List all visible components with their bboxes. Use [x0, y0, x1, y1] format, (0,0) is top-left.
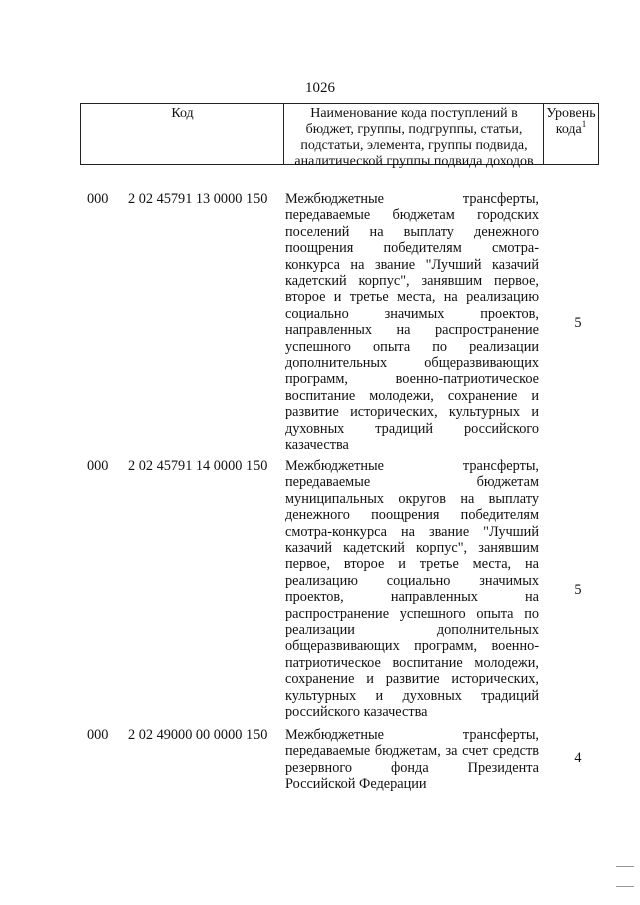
- row-level: 5: [574, 582, 582, 598]
- header-name-line: Наименование кода поступлений в: [310, 106, 518, 121]
- row-description-line: второе и третье места, на реализацию: [285, 289, 539, 306]
- row-description-line: конкурса на звание "Лучший казачий: [285, 256, 539, 273]
- row-description-line: программ, военно-патриотическое: [285, 371, 539, 388]
- row-description-line: дополнительных общеразвивающих: [285, 355, 539, 372]
- header-level-line1: Уровень: [546, 106, 596, 121]
- header-level-line2: кода: [555, 122, 582, 137]
- header-name-line: подстатьи, элемента, группы подвида,: [300, 138, 528, 153]
- row-description-line: Межбюджетные трансферты,: [285, 458, 539, 474]
- row-description-line: первое, второе и третье места, на: [285, 556, 539, 573]
- row-description-line: Межбюджетные трансферты,: [285, 727, 539, 743]
- row-description-line: казачий кадетский корпус", занявшим: [285, 540, 539, 557]
- row-description: [285, 727, 539, 793]
- row-description-line: резервного фонда Президента: [285, 759, 539, 776]
- row-description-line: патриотическое воспитание молодежи,: [285, 654, 539, 671]
- row-description-line: направленных на распространение: [285, 322, 539, 339]
- row-description-line: развитие исторических, культурных и: [285, 404, 539, 421]
- header-name-line: бюджет, группы, подгруппы, статьи,: [305, 122, 523, 137]
- row-level: 5: [574, 315, 582, 331]
- row-description-line: передаваемые бюджетам городских: [285, 207, 539, 224]
- row-code: 2 02 45791 14 0000 150: [128, 458, 268, 474]
- row-code: 2 02 45791 13 0000 150: [128, 191, 268, 207]
- row-prefix: 000: [87, 191, 109, 207]
- row-description-line: поощрения победителям смотра-: [285, 240, 539, 257]
- row-description-line: Российской Федерации: [285, 776, 427, 793]
- row-prefix: 000: [87, 727, 109, 743]
- row-description-line: проектов, направленных на: [285, 589, 539, 606]
- row-description: [285, 458, 539, 721]
- row-description-line: культурных и духовных традиций: [285, 687, 539, 704]
- header-level-footnote: 1: [581, 119, 587, 129]
- row-description-line: поселений на выплату денежного: [285, 223, 539, 240]
- row-level: 4: [574, 750, 582, 766]
- row-description-line: социально значимых проектов,: [285, 305, 539, 322]
- row-description-line: казачества: [285, 437, 349, 454]
- row-description: [285, 191, 539, 454]
- row-description-line: муниципальных округов на выплату: [285, 490, 539, 507]
- row-description-line: передаваемые бюджетам: [285, 474, 539, 491]
- header-code-label: Код: [171, 106, 194, 121]
- row-description-line: реализации дополнительных: [285, 622, 539, 639]
- scan-edge-mark: [616, 866, 634, 867]
- row-description-line: реализацию социально значимых: [285, 572, 539, 589]
- header-level-cell: [543, 103, 599, 165]
- header-name-cell: [283, 103, 544, 169]
- row-description-line: распространение успешного опыта по: [285, 605, 539, 622]
- header-code-cell: [80, 103, 284, 165]
- row-prefix: 000: [87, 458, 109, 474]
- row-description-line: смотра-конкурса на звание "Лучший: [285, 523, 539, 540]
- row-description-line: российского казачества: [285, 704, 428, 721]
- page-number: 1026: [305, 80, 335, 96]
- row-description-line: Межбюджетные трансферты,: [285, 191, 539, 207]
- scan-edge-mark: [616, 886, 634, 887]
- row-description-line: воспитание молодежи, сохранение и: [285, 387, 539, 404]
- row-description-line: передаваемые бюджетам, за счет средств: [285, 743, 539, 760]
- row-description-line: общеразвивающих программ, военно-: [285, 638, 539, 655]
- row-description-line: денежного поощрения победителям: [285, 507, 539, 524]
- row-description-line: сохранение и развитие исторических,: [285, 671, 539, 688]
- row-description-line: успешного опыта по реализации: [285, 338, 539, 355]
- row-description-line: кадетский корпус", занявшим первое,: [285, 273, 539, 290]
- row-code: 2 02 49000 00 0000 150: [128, 727, 268, 743]
- row-description-line: духовных традиций российского: [285, 420, 539, 437]
- header-name-line: аналитической группы подвида доходов: [294, 154, 534, 169]
